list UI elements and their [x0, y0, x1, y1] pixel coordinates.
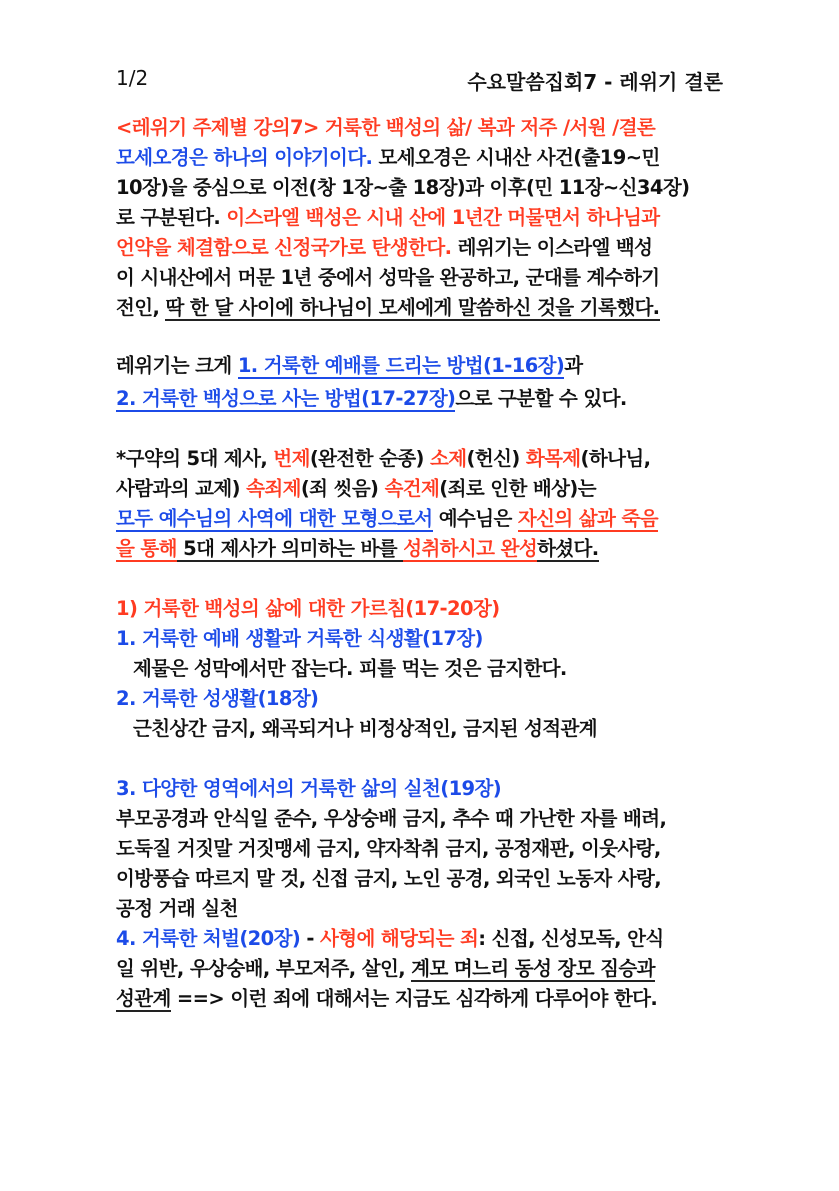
page-number: 1/2 — [116, 66, 149, 90]
intro-line-4: 로 구분된다. 이스라엘 백성은 시내 산에 1년간 머물면서 하나님과 — [116, 206, 660, 229]
page-header — [116, 66, 723, 98]
subtext-2: 근친상간 금지, 왜곡되거나 비정상적인, 금지된 성적관계 — [133, 717, 598, 740]
practice-line-4: 공정 거래 실천 — [116, 897, 238, 920]
intro-line-6: 이 시내산에서 머문 1년 중에서 성막을 완공하고, 군대를 계수하기 — [116, 266, 660, 289]
offerings-line-4: 을 통해 5대 제사가 의미하는 바를 성취하시고 완성하셨다. — [116, 537, 599, 560]
practice-line-1: 부모공경과 안식일 준수, 우상숭배 금지, 추수 때 가난한 자를 배려, — [116, 807, 667, 830]
subheading-1: 1. 거룩한 예배 생활과 거룩한 식생활(17장) — [116, 627, 483, 650]
subheading-3: 3. 다양한 영역에서의 거룩한 삶의 실천(19장) — [116, 777, 502, 800]
intro-line-7: 전인, 딱 한 달 사이에 하나님이 모세에게 말씀하신 것을 기록했다. — [116, 296, 660, 319]
intro-line-3: 10장)을 중심으로 이전(창 1장~출 18장)과 이후(민 11장~신34장) — [116, 176, 690, 199]
offerings-line-3: 모두 예수님의 사역에 대한 모형으로서 예수님은 자신의 삶과 죽음 — [116, 507, 658, 530]
punishment-line-2: 성관계 ==> 이런 죄에 대해서는 지금도 심각하게 다루어야 한다. — [116, 987, 658, 1010]
intro-line-2: 모세오경은 하나의 이야기이다. 모세오경은 시내산 사건(출19~민 — [116, 146, 660, 169]
punishment-line-1: 일 위반, 우상숭배, 부모저주, 살인, 계모 며느리 동성 장모 짐승과 — [116, 957, 655, 980]
lecture-title: <레위기 주제별 강의7> 거룩한 백성의 삶/ 복과 저주 /서원 /결론 — [116, 116, 656, 139]
practice-line-2: 도둑질 거짓말 거짓맹세 금지, 약자착취 금지, 공정재판, 이웃사랑, — [116, 837, 661, 860]
division-line-2: 2. 거룩한 백성으로 사는 방법(17-27장)으로 구분할 수 있다. — [116, 387, 627, 410]
subtext-1: 제물은 성막에서만 잡는다. 피를 먹는 것은 금지한다. — [133, 657, 567, 680]
section-heading: 1) 거룩한 백성의 삶에 대한 가르침(17-20장) — [116, 597, 500, 620]
document-title: 수요말씀집회7 - 레위기 결론 — [467, 70, 723, 94]
intro-line-5: 언약을 체결함으로 신정국가로 탄생한다. 레위기는 이스라엘 백성 — [116, 236, 653, 259]
practice-line-3: 이방풍습 따르지 말 것, 신접 금지, 노인 공경, 외국인 노동자 사랑, — [116, 867, 662, 890]
subheading-4: 4. 거룩한 처벌(20장) - 사형에 해당되는 죄: 신접, 신성모독, 안식 — [116, 927, 664, 950]
offerings-line-1: *구약의 5대 제사, 번제(완전한 순종) 소제(헌신) 화목제(하나님, — [116, 447, 651, 470]
division-line-1: 레위기는 크게 1. 거룩한 예배를 드리는 방법(1-16장)과 — [116, 354, 583, 377]
subheading-2: 2. 거룩한 성생활(18장) — [116, 687, 319, 710]
intro-line-1 — [116, 113, 655, 143]
offerings-line-2: 사람과의 교제) 속죄제(죄 씻음) 속건제(죄로 인한 배상)는 — [116, 477, 596, 500]
